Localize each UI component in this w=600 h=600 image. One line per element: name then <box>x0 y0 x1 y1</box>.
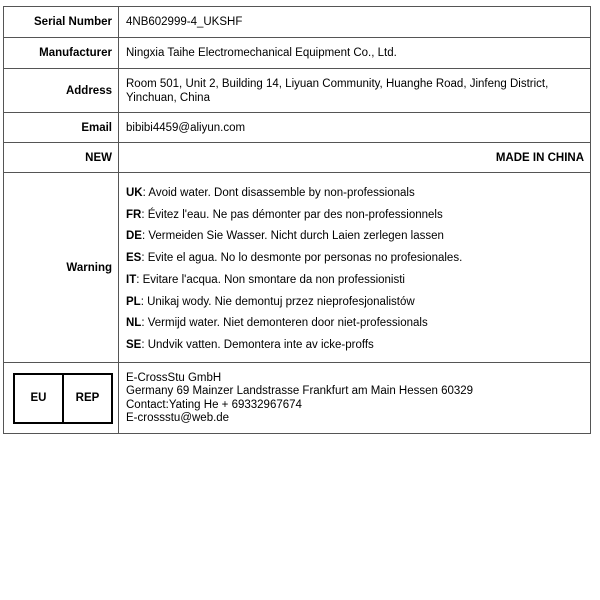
warning-text: : Vermijd water. Niet demonteren door niet-professionals <box>141 317 428 330</box>
manufacturer-label: Manufacturer <box>4 38 119 69</box>
eu-rep-company: E-CrossStu GmbH <box>126 371 222 384</box>
eu-rep-symbol <box>13 373 113 424</box>
warning-label: Warning <box>4 173 119 363</box>
warning-item <box>126 338 584 352</box>
address-row <box>4 69 591 113</box>
warning-text: : Evite el agua. No lo desmonte por personas no profesionales. <box>141 252 463 265</box>
warning-lang-code: NL <box>126 317 142 330</box>
eu-rep-email: E-crossstu@web.de <box>126 412 230 424</box>
eu-rep-badge-eu: EU <box>30 392 47 404</box>
manufacturer-value: Ningxia Taihe Electromechanical Equipment Co., Ltd. <box>119 38 591 69</box>
warning-lang-code: DE <box>126 230 142 243</box>
warning-lang-code: ES <box>126 252 142 265</box>
warning-item <box>126 273 584 287</box>
email-label: Email <box>4 113 119 143</box>
email-row <box>4 113 591 143</box>
warning-lang-code: FR <box>126 208 142 221</box>
warning-row <box>4 173 591 363</box>
eu-rep-contact: Contact:Yating He + 69332967674 <box>126 398 302 411</box>
warning-text: : Vermeiden Sie Wasser. Nicht durch Laien zerlegen lassen <box>141 230 444 243</box>
address-value: Room 501, Unit 2, Building 14, Liyuan Community, Huanghe Road, Jinfeng District, Yinchuan, China <box>126 77 549 104</box>
warning-lang-code: UK <box>126 186 143 199</box>
eu-rep-details <box>126 371 584 426</box>
warning-list <box>126 183 584 353</box>
eu-rep-row <box>4 363 591 434</box>
origin-value: MADE IN CHINA <box>119 143 591 173</box>
manufacturer-row <box>4 38 591 69</box>
warning-lang-code: SE <box>126 339 142 352</box>
warning-item <box>126 316 584 330</box>
serial-value: 4NB602999-4_UKSHF <box>119 7 591 38</box>
address-label: Address <box>4 69 119 113</box>
warning-text: : Evitare l'acqua. Non smontare da non professionisti <box>136 273 405 286</box>
condition-row <box>4 143 591 173</box>
warning-text: : Évitez l'eau. Ne pas démonter par des non-professionnels <box>141 208 443 221</box>
eu-rep-address: Germany 69 Mainzer Landstrasse Frankfurt am Main Hessen 60329 <box>126 385 474 397</box>
warning-text: : Avoid water. Dont disassemble by non-professionals <box>142 186 415 199</box>
warning-item <box>126 186 584 200</box>
serial-label: Serial Number <box>4 7 119 38</box>
warning-text: : Undvik vatten. Demontera inte av icke-proffs <box>141 339 374 352</box>
email-value: bibibi4459@aliyun.com <box>119 113 591 143</box>
warning-item <box>126 295 584 309</box>
warning-item <box>126 208 584 222</box>
warning-item <box>126 251 584 265</box>
warning-text: : Unikaj wody. Nie demontuj przez nieprofesjonalistów <box>140 295 415 308</box>
condition-label: NEW <box>4 143 119 173</box>
eu-rep-badge-rep: REP <box>62 375 111 422</box>
product-label-table <box>3 6 591 434</box>
warning-lang-code: IT <box>126 273 137 286</box>
warning-item <box>126 229 584 243</box>
serial-row <box>4 7 591 38</box>
warning-lang-code: PL <box>126 295 141 308</box>
